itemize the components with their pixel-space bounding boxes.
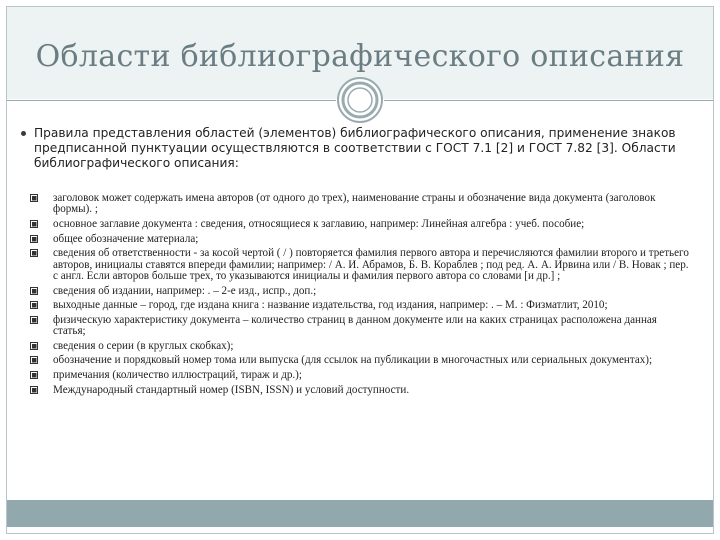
checkbox-bullet-icon (30, 342, 38, 350)
checkbox-bullet-icon (30, 249, 38, 257)
list-item (30, 234, 690, 245)
list-item (30, 355, 690, 366)
checkbox-bullet-icon (30, 371, 38, 379)
intro-paragraph (34, 126, 684, 171)
list-item (30, 315, 690, 338)
checkbox-bullet-icon (30, 220, 38, 228)
list-item-text: обозначение и порядковый номер тома или выпуска (для ссылок на публикации в многочастных или сериальных документах); (53, 354, 653, 367)
list-item (30, 300, 690, 311)
list-item-text: сведения об ответственности - за косой чертой ( / ) повторяется фамилия первого автора и перечисляются фамилии второго и третьего авторов, инициалы ставятся впереди фамилии; например: / А. И. Абрамов, Б. В. Кораблев ; под ред. А. А. Ирвина или / В. Новак ; пер. с англ. Если авторов больше трех, то указываются инициалы и фамилия первого автора со словами [и др.] ; (53, 247, 689, 282)
slide-title: Области библиографического описания (35, 39, 685, 74)
areas-list (30, 193, 690, 399)
list-item-text: Международный стандартный номер (ISBN, ISSN) и условий доступности. (53, 383, 410, 396)
checkbox-bullet-icon (30, 316, 38, 324)
checkbox-bullet-icon (30, 356, 38, 364)
divider-right (384, 100, 713, 101)
checkbox-bullet-icon (30, 287, 38, 295)
divider-left (7, 100, 336, 101)
list-item (30, 248, 690, 282)
round-bullet-icon (21, 131, 26, 136)
checkbox-bullet-icon (30, 386, 38, 394)
list-item (30, 219, 690, 230)
checkbox-bullet-icon (30, 194, 38, 202)
list-item (30, 341, 690, 352)
checkbox-bullet-icon (30, 301, 38, 309)
list-item (30, 385, 690, 396)
list-item-text: заголовок может содержать имена авторов (от одного до трех), наименование страны и обозначение вида документа (заголовок формы). ; (53, 192, 656, 216)
footer-band (7, 500, 713, 527)
list-item (30, 193, 690, 216)
checkbox-bullet-icon (30, 235, 38, 243)
list-item-text: основное заглавие документа : сведения, относящиеся к заглавию, например: Линейная алгебра : учеб. пособие; (53, 218, 585, 230)
list-item (30, 286, 690, 297)
list-item-text: сведения об издании, например: . – 2-е изд., испр., доп.; (53, 284, 317, 297)
list-item-text: физическую характеристику документа – количество страниц в данном документе или на каких страницах расположена данная статья; (53, 313, 657, 338)
ornament-circle-icon (336, 76, 384, 124)
list-item-text: общее обозначение материала; (53, 232, 199, 245)
list-item-text: примечания (количество иллюстраций, тираж и др.); (53, 368, 302, 381)
list-item-text: выходные данные – город, где издана книга : название издательства, год издания, например: . – М. : Физматлит, 2010; (53, 299, 608, 312)
intro-text: Правила представления областей (элементов) библиографического описания, применение знаков предписанной пунктуации осуществляются в соответствии с ГОСТ 7.1 [2] и ГОСТ 7.82 [3]. Области библиографического описания: (34, 126, 676, 170)
list-item-text: сведения о серии (в круглых скобках); (53, 339, 234, 352)
list-item (30, 370, 690, 381)
